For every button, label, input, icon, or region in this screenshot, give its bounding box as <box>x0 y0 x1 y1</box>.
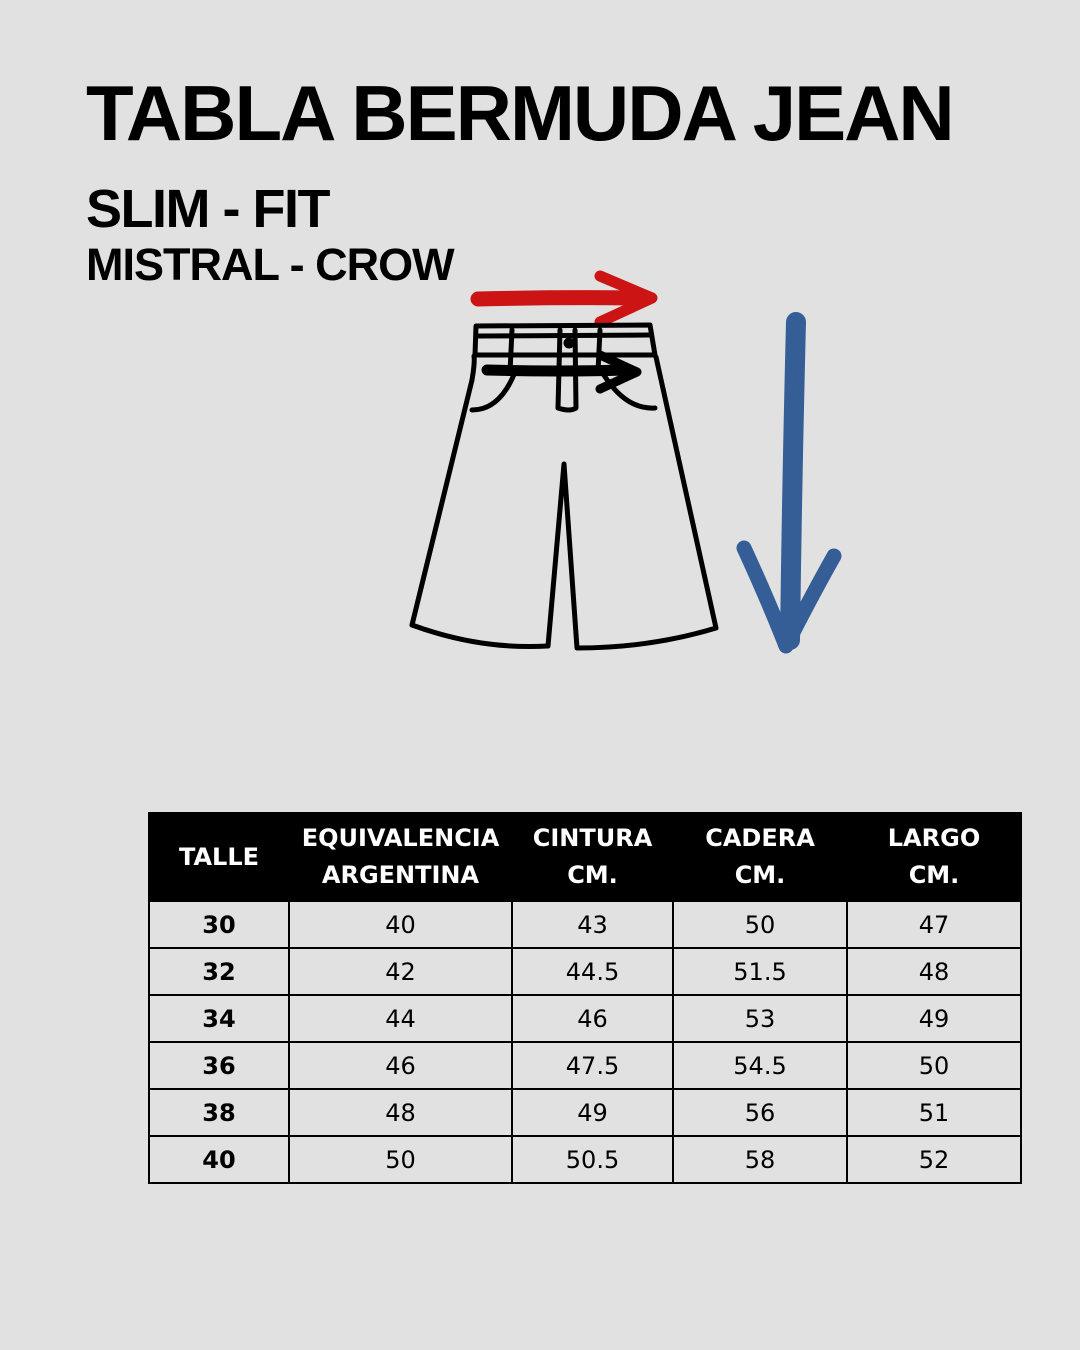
table-cell: 51 <box>847 1089 1021 1136</box>
page-title: TABLA BERMUDA JEAN <box>86 69 953 157</box>
table-row <box>149 1089 1021 1136</box>
length-arrow-icon <box>744 322 834 646</box>
table-cell: 49 <box>512 1089 673 1136</box>
header-largo: LARGO CM. <box>847 813 1021 901</box>
table-cell: 54.5 <box>673 1042 847 1089</box>
size-cell: 40 <box>149 1136 289 1183</box>
table-cell: 51.5 <box>673 948 847 995</box>
header-cintura: CINTURA CM. <box>512 813 673 901</box>
table-cell: 46 <box>512 995 673 1042</box>
table-cell: 47 <box>847 901 1021 948</box>
waist-arrow-icon <box>478 276 652 322</box>
table-cell: 53 <box>673 995 847 1042</box>
table-cell: 52 <box>847 1136 1021 1183</box>
table-row <box>149 1042 1021 1089</box>
size-cell: 38 <box>149 1089 289 1136</box>
jean-shorts-icon <box>400 262 860 662</box>
table-cell: 58 <box>673 1136 847 1183</box>
table-cell: 50 <box>289 1136 512 1183</box>
size-cell: 30 <box>149 901 289 948</box>
table-cell: 56 <box>673 1089 847 1136</box>
table-row <box>149 948 1021 995</box>
table-cell: 42 <box>289 948 512 995</box>
table-row <box>149 1136 1021 1183</box>
table-cell: 44.5 <box>512 948 673 995</box>
table-cell: 50.5 <box>512 1136 673 1183</box>
size-cell: 34 <box>149 995 289 1042</box>
table-header-row <box>149 813 1021 901</box>
header-cadera: CADERA CM. <box>673 813 847 901</box>
fit-subtitle: SLIM - FIT <box>86 179 329 239</box>
header-equivalencia: EQUIVALENCIA ARGENTINA <box>289 813 512 901</box>
table-cell: 49 <box>847 995 1021 1042</box>
table-cell: 46 <box>289 1042 512 1089</box>
table-cell: 50 <box>673 901 847 948</box>
table-cell: 40 <box>289 901 512 948</box>
size-chart-table <box>148 812 1022 1184</box>
table-cell: 48 <box>289 1089 512 1136</box>
models-label: MISTRAL - CROW <box>86 239 454 290</box>
table-row <box>149 995 1021 1042</box>
table-cell: 44 <box>289 995 512 1042</box>
size-cell: 32 <box>149 948 289 995</box>
size-cell: 36 <box>149 1042 289 1089</box>
table-row <box>149 901 1021 948</box>
header-talle: TALLE <box>149 813 289 901</box>
table-cell: 48 <box>847 948 1021 995</box>
table-cell: 50 <box>847 1042 1021 1089</box>
table-cell: 47.5 <box>512 1042 673 1089</box>
table-cell: 43 <box>512 901 673 948</box>
